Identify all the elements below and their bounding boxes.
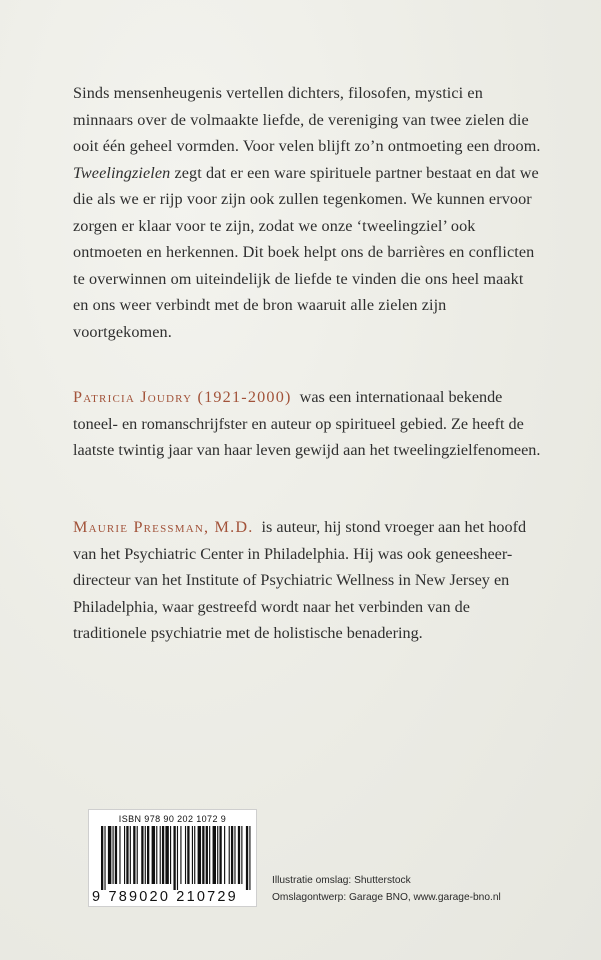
isbn-barcode — [88, 809, 257, 907]
design-credit: Omslagontwerp: Garage BNO, www.garage-bno.nl — [272, 892, 501, 903]
author-bio-text-pressman: is auteur, hij stond vroeger aan het hoofd van het Psychiatric Center in Philadelphia. Hij was ook geneesheer-directeur van het Institute of Psychiatric Wellness in New Jersey en Philadelphia, waar gestreefd wordt naar het verbinden van de traditionele psychiatrie met de holistische benadering. — [73, 518, 527, 642]
blurb-text-start: Sinds mensenheugenis vertellen dichters, filosofen, mystici en minnaars over de volmaakte liefde, de vereniging van twee zielen die ooit één geheel vormden. Voor velen blijft zo’n ontmoeting een droom. — [73, 84, 541, 155]
cover-credits — [272, 872, 501, 906]
author-bio-joudry — [73, 384, 543, 464]
barcode-digits: 9 789020 210729 — [92, 889, 238, 905]
author-bio-pressman — [73, 514, 543, 647]
isbn-label: ISBN 978 90 202 1072 9 — [118, 814, 227, 824]
blurb-text-end: zegt dat er een ware spirituele partner bestaat en dat we die als we er rijp voor zijn ook zullen tegenkomen. We kunnen ervoor zorgen er klaar voor te zijn, zodat we onze ‘tweelingziel’ ook ontmoeten en herkennen. Dit boek helpt ons de barrières en conflicten te overwinnen om uiteindelijk de liefde te vinden die ons heel maakt en ons weer verbindt met de bron waaruit alle zielen zijn voortgekomen. — [73, 163, 539, 341]
illustration-credit: Illustratie omslag: Shutterstock — [272, 875, 411, 886]
author-bio-text-joudry: was een internationaal bekende toneel- en romanschrijfster en auteur op spiritueel gebied. Ze heeft de laatste twintig jaar van haar leven gewijd aan het tweelingzielfenomeen. — [73, 388, 541, 459]
author-name-pressman: Maurie Pressman, M.D. — [73, 518, 254, 536]
book-title-italic: Tweelingzielen — [73, 163, 171, 182]
back-cover-blurb — [73, 80, 543, 345]
author-name-joudry: Patricia Joudry (1921-2000) — [73, 388, 292, 406]
barcode-bars-icon — [101, 826, 251, 890]
